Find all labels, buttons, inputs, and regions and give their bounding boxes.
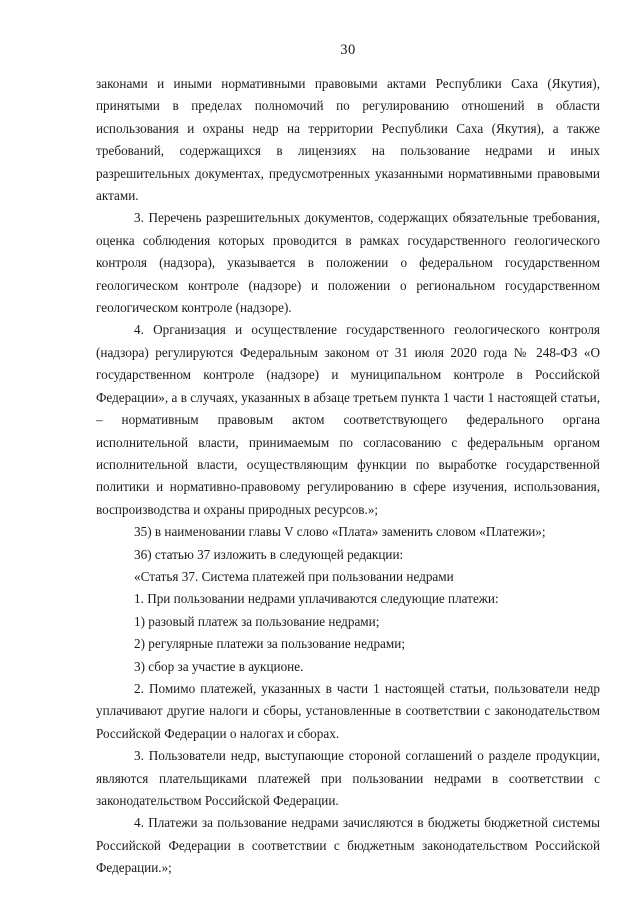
paragraph-item-4-organization: 4. Организация и осуществление государственного геологического контроля (надзора) регулируются Федеральным законом от 31 июля 2020 года № 248-ФЗ «О государственном контроле (надзоре) и муниципальном контроле в Российской Федерации», а в случаях, указанных в абзаце третьем пункта 1 части 1 настоящей статьи, – нормативным правовым актом соответствующего федерального органа исполнительной власти, принимаемым по согласованию с федеральным органом исполнительной власти, осуществляющим функции по выработке государственной политики и нормативно-правовому регулированию в сфере изучения, использования, воспроизводства и охраны природных ресурсов.»;: [96, 322, 600, 517]
list-item: 1) разовый платеж за пользование недрами;: [134, 613, 380, 629]
list-item: 3) сбор за участие в аукционе.: [134, 658, 304, 674]
paragraph-amendment-36: 36) статью 37 изложить в следующей редакции:: [134, 546, 404, 562]
article-37-part-4: 4. Платежи за пользование недрами зачисляются в бюджеты бюджетной системы Российской Федерации в соответствии с бюджетным законодательством Российской Федерации.»;: [96, 815, 600, 876]
paragraph-continuation: законами и иными нормативными правовыми актами Республики Саха (Якутия), принятыми в пределах полномочий по регулированию отношений в области использования и охраны недр на территории Республики Саха (Якутия), а также требований, содержащихся в лицензиях на пользование недрами и иных разрешительных документах, предусмотренных указанными нормативными правовыми актами.: [96, 76, 600, 204]
article-37-part-2: 2. Помимо платежей, указанных в части 1 настоящей статьи, пользователи недр уплачивают другие налоги и сборы, установленные в соответствии с законодательством Российской Федерации о налогах и сборах.: [96, 680, 600, 741]
paragraph-item-3-permits: 3. Перечень разрешительных документов, содержащих обязательные требования, оценка соблюдения которых проводится в рамках государственного геологического контроля (надзора), указывается в положении о федеральном государственном геологическом контроле (надзоре) и положении о региональном государственном геологическом контроле (надзоре).: [96, 210, 600, 316]
article-37-part-3: 3. Пользователи недр, выступающие стороной соглашений о разделе продукции, являются плательщиками платежей при пользовании недрами в соответствии с законодательством Российской Федерации.: [96, 748, 600, 808]
document-body: [96, 73, 600, 880]
list-item: 2) регулярные платежи за пользование недрами;: [134, 636, 405, 652]
paragraph-amendment-35: 35) в наименовании главы V слово «Плата» заменить словом «Платежи»;: [134, 524, 546, 540]
article-37-part-1: 1. При пользовании недрами уплачиваются следующие платежи:: [134, 591, 499, 607]
article-37-heading: «Статья 37. Система платежей при пользовании недрами: [134, 568, 454, 584]
document-page: [96, 0, 600, 905]
page-number: 30: [340, 42, 356, 58]
